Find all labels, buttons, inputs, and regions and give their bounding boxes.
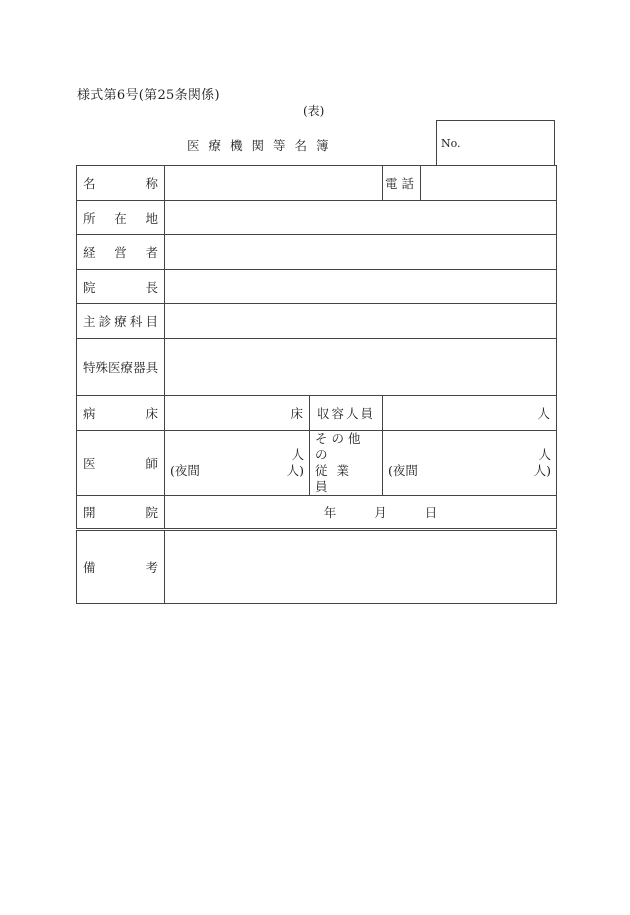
opening-month: 月 (374, 505, 387, 520)
row-address (77, 201, 557, 235)
remarks-field[interactable] (165, 530, 557, 604)
address-field[interactable] (165, 201, 557, 235)
beds-label-cell (77, 396, 165, 431)
name-label (83, 174, 158, 192)
opening-label: 開 院 (83, 505, 158, 520)
form-number-label: 様式第6号(第25条関係) (77, 88, 220, 103)
phone-field[interactable] (421, 166, 557, 201)
doctors-unit: 人 (291, 447, 304, 462)
doctors-night-unit: 人) (286, 463, 304, 478)
others-field[interactable] (383, 431, 557, 496)
doctors-night-label: (夜間 (170, 463, 200, 478)
doctors-field[interactable] (165, 431, 310, 496)
row-beds (77, 396, 557, 431)
row-equipment (77, 339, 557, 396)
phone-label-cell (383, 166, 421, 201)
address-label-cell (77, 201, 165, 235)
row-director (77, 270, 557, 304)
doctors-label-cell (77, 431, 165, 496)
others-label-line1: その他の (315, 431, 365, 462)
capacity-label: 収容人員 (317, 406, 376, 421)
others-label-cell (310, 431, 383, 496)
opening-label-cell (77, 496, 165, 530)
name-field[interactable] (165, 166, 383, 201)
equipment-label-cell (77, 339, 165, 396)
operator-field[interactable] (165, 235, 557, 270)
equipment-label: 特 殊 医 療 器 具 (83, 360, 159, 375)
number-label: No. (441, 137, 461, 150)
opening-day: 日 (424, 505, 438, 520)
side-indicator: (表) (303, 104, 325, 118)
page-title: 医療機関等名簿 (187, 138, 338, 153)
capacity-label-cell (310, 396, 383, 431)
director-label-cell (77, 270, 165, 304)
specialty-field[interactable] (165, 304, 557, 339)
register-table (76, 165, 557, 604)
row-opening (77, 496, 557, 530)
remarks-label: 備 考 (83, 560, 158, 575)
specialty-label: 主 診 療 科 目 (83, 314, 158, 329)
others-unit: 人 (538, 447, 552, 462)
operator-label: 経 営 者 (83, 245, 158, 260)
capacity-field[interactable] (383, 396, 557, 431)
opening-field[interactable] (165, 496, 557, 530)
capacity-unit: 人 (537, 406, 551, 421)
operator-label-cell (77, 235, 165, 270)
others-label-line2: 従業員 (315, 463, 359, 494)
director-label: 院 長 (83, 279, 158, 295)
beds-field[interactable] (165, 396, 310, 431)
name-label-cell (77, 166, 165, 201)
doctors-count (165, 447, 309, 479)
row-remarks (77, 530, 557, 604)
others-label (310, 431, 382, 495)
doctors-label: 医 師 (83, 456, 158, 471)
address-label: 所 在 地 (83, 210, 158, 226)
row-doctors (77, 431, 557, 496)
opening-date (165, 503, 556, 521)
name-label-text: 名 称 (83, 176, 158, 191)
others-count (383, 447, 556, 479)
opening-year: 年 (323, 505, 337, 520)
remarks-label-cell (77, 530, 165, 604)
director-field[interactable] (165, 270, 557, 304)
specialty-label-cell (77, 304, 165, 339)
row-specialty (77, 304, 557, 339)
equipment-field[interactable] (165, 339, 557, 396)
others-night-unit: 人) (533, 463, 552, 478)
others-night-label: (夜間 (388, 463, 418, 478)
beds-unit: 床 (290, 406, 303, 421)
phone-label: 電話 (385, 176, 419, 191)
row-name (77, 166, 557, 201)
row-operator (77, 235, 557, 270)
beds-label: 病 床 (83, 406, 158, 421)
